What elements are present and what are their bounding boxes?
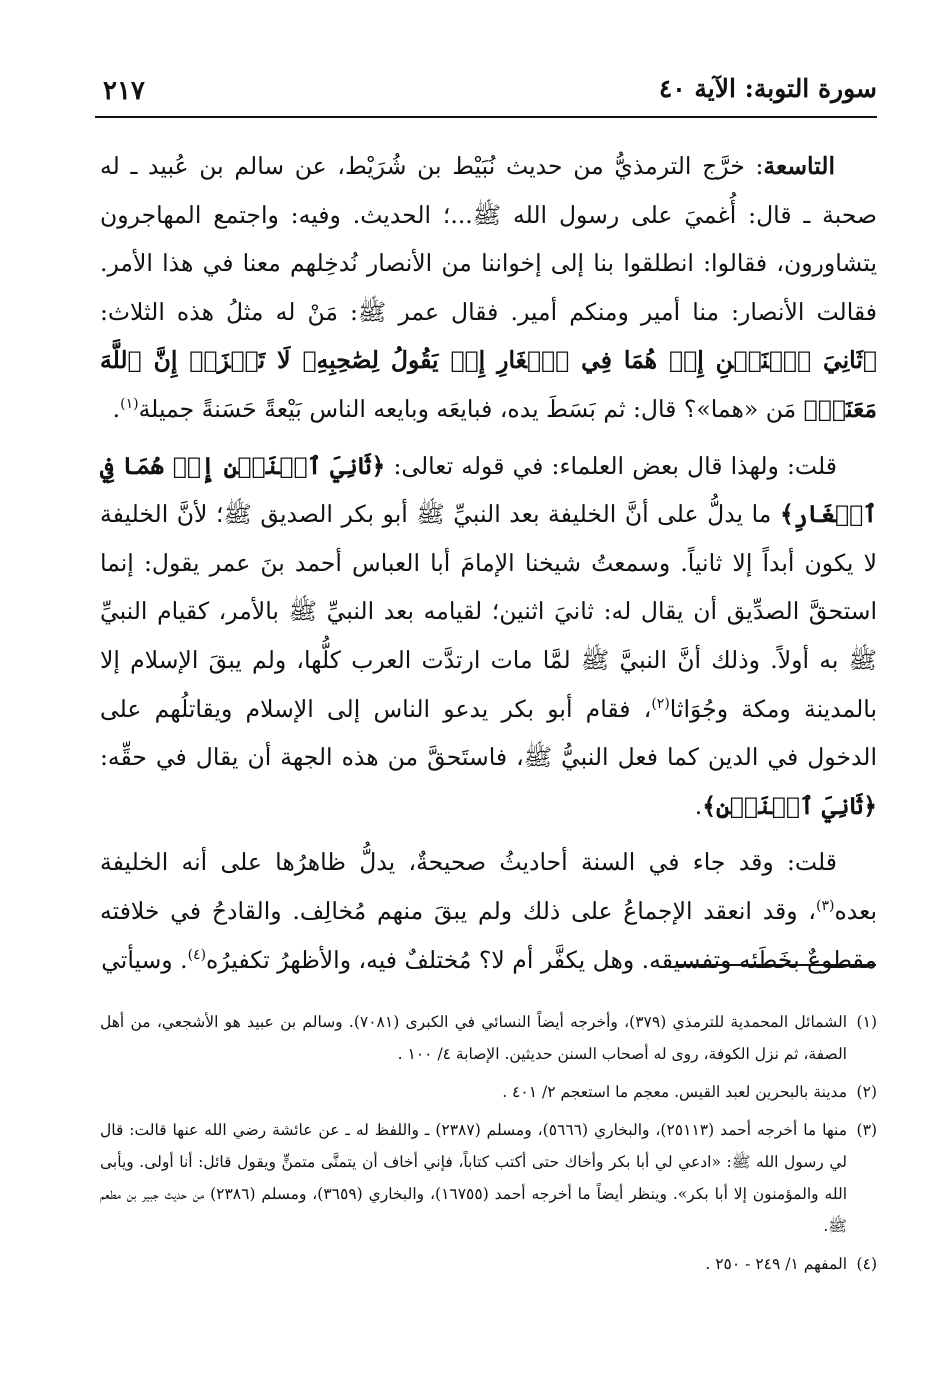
p2-end: . [694, 791, 703, 820]
footnote-text: المفهم ١/ ٢٤٩ - ٢٥٠ . [705, 1255, 847, 1273]
quran-verse-2: ﴿ثَانِيَ ٱثۡنَيۡنِ إِذۡ هُمَا فِي ٱلۡغَارِ﴾ [100, 451, 877, 529]
p2-text-1: قلت: ولهذا قال بعض العلماء: في قوله تعالى: [385, 451, 837, 480]
p1-end: . [112, 394, 121, 423]
footnote-number: (٤) [856, 1255, 877, 1273]
footnote-3 [100, 1114, 877, 1242]
p2-text-3: ، فقام أبو بكر يدعو الناس إلى الإسلام ويقاتلُهم على الدخول في الدين كما فعل النبيُّ ﷺ، فاستَحقَّ من هذه الجهة أن يقال في حقِّه: [100, 694, 877, 772]
footnote-text: الشمائل المحمدية للترمذي (٣٧٩)، وأخرجه أيضاً النسائي في الكبرى (٧٠٨١). وسالم بن عبيد هو الأشجعي، من أهل الصفة، ثم نزل الكوفة، روى له أصحاب السنن حديثين. الإصابة ٤/ ١٠٠ . [100, 1013, 847, 1063]
footnote-1 [100, 1006, 877, 1070]
footnote-text: منها ما أخرجه أحمد (٢٥١١٣)، والبخاري (٥٦٦٦)، ومسلم (٢٣٨٧) ـ واللفظ له ـ عن عائشة رضي الله عنها قالت: قال لي رسول الله ﷺ: «ادعي لي أبا بكر وأخاك حتى أكتب كتاباً، فإني أخاف أن يتمنَّى متمنٍّ ويقول قائل: أنا أولى. ويأبى الله والمؤمنون إلا أبا بكر». وينظر أيضاً ما أخرجه أحمد (١٦٧٥٥)، والبخاري (٣٦٥٩)، ومسلم (٢٣٨٦) من حديث جبير بن مطعم ﷺ. [100, 1121, 847, 1235]
footnote-ref-2: (٢) [651, 695, 670, 712]
main-text [100, 142, 877, 992]
p3-text-3: . وسيأتي [101, 945, 188, 974]
paragraph-3 [100, 838, 877, 984]
running-header [95, 66, 877, 118]
p1-text-2: مَن «هما»؟ قال: ثم بَسَطَ يده، فبايعَه وبايعه الناس بَيْعةً حَسَنةً جميلة [138, 394, 804, 423]
footnote-number: (٢) [856, 1083, 877, 1101]
section-lead: التاسعة [763, 152, 835, 180]
footnote-ref-1: (١) [120, 396, 139, 413]
footnotes [100, 1006, 877, 1286]
footnote-number: (٣) [856, 1121, 877, 1139]
p2-text-2: ما يدلُّ على أنَّ الخليفة بعد النبيِّ ﷺ أبو بكر الصديق ﷺ؛ لأنَّ الخليفة لا يكون أبداً إلا ثانياً. وسمعتُ شيخنا الإمامَ أبا العباس أحمد بنَ عمر يقول: إنما استحقَّ الصدِّيق أن يقال له: ثانيَ اثنين؛ لقيامه بعد النبيِّ ﷺ بالأمر، كقيام النبيِّ ﷺ به أولاً. وذلك أنَّ النبيَّ ﷺ لمَّا مات ارتدَّت العرب كلُّها، ولم يبقَ الإسلام إلا بالمدينة ومكة وجُوَاثا [100, 500, 878, 723]
footnote-number: (١) [856, 1013, 877, 1031]
footnote-text: مدينة بالبحرين لعبد القيس. معجم ما استعجم ٢/ ٤٠١ . [502, 1083, 847, 1101]
quran-verse-3: ﴿ثَانِيَ ٱثۡنَيۡنِ﴾ [702, 791, 877, 820]
surah-title: سورة التوبة: الآية ٤٠ [658, 74, 877, 103]
paragraph-1 [100, 142, 877, 434]
paragraph-2 [100, 442, 877, 831]
page-number: ٢١٧ [103, 76, 145, 106]
footnote-separator [676, 964, 876, 966]
p3-text-1: قلت: وقد جاء في السنة أحاديثُ صحيحةٌ، يدلُّ ظاهرُها على أنه الخليفة بعده [100, 848, 877, 925]
p3-text-2: ، وقد انعقد الإجماعُ على ذلك ولم يبقَ منهم مُخالِف. والقادحُ في خلافته مقطوعٌ بخَطَئه وتفسيقه. وهل يكفَّر أم لا؟ مُختلفٌ فيه، والأظهرُ تكفيرُه [100, 896, 877, 974]
footnote-4 [100, 1248, 877, 1280]
footnote-2 [100, 1076, 877, 1108]
footnote-ref-4: (٤) [187, 946, 207, 963]
quran-verse-1: ﴿ثَانِيَ ٱثۡنَيۡنِ إِذۡ هُمَا فِي ٱلۡغَارِ إِذۡ يَقُولُ لِصَٰحِبِهِۦ لَا تَحۡزَنۡ إِنَّ ٱللَّهَ مَعَنَاۖ﴾ [100, 346, 877, 423]
footnote-ref-3: (٣) [816, 898, 835, 915]
p1-text-1: : خرَّج الترمذيُّ من حديث نُبَيْط بن شُرَيْط، عن سالم بن عُبيد ـ له صحبة ـ قال: أُغميَ على رسول الله ﷺ...؛ الحديث. وفيه: واجتمع المهاجرون يتشاورون، فقالوا: انطلقوا بنا إلى إخواننا من الأنصار نُدخِلهم معنا في هذا الأمر. فقالت الأنصار: منا أمير ومنكم أمير. فقال عمر ﷺ: مَنْ له مثلُ هذه الثلاث: [100, 152, 877, 326]
